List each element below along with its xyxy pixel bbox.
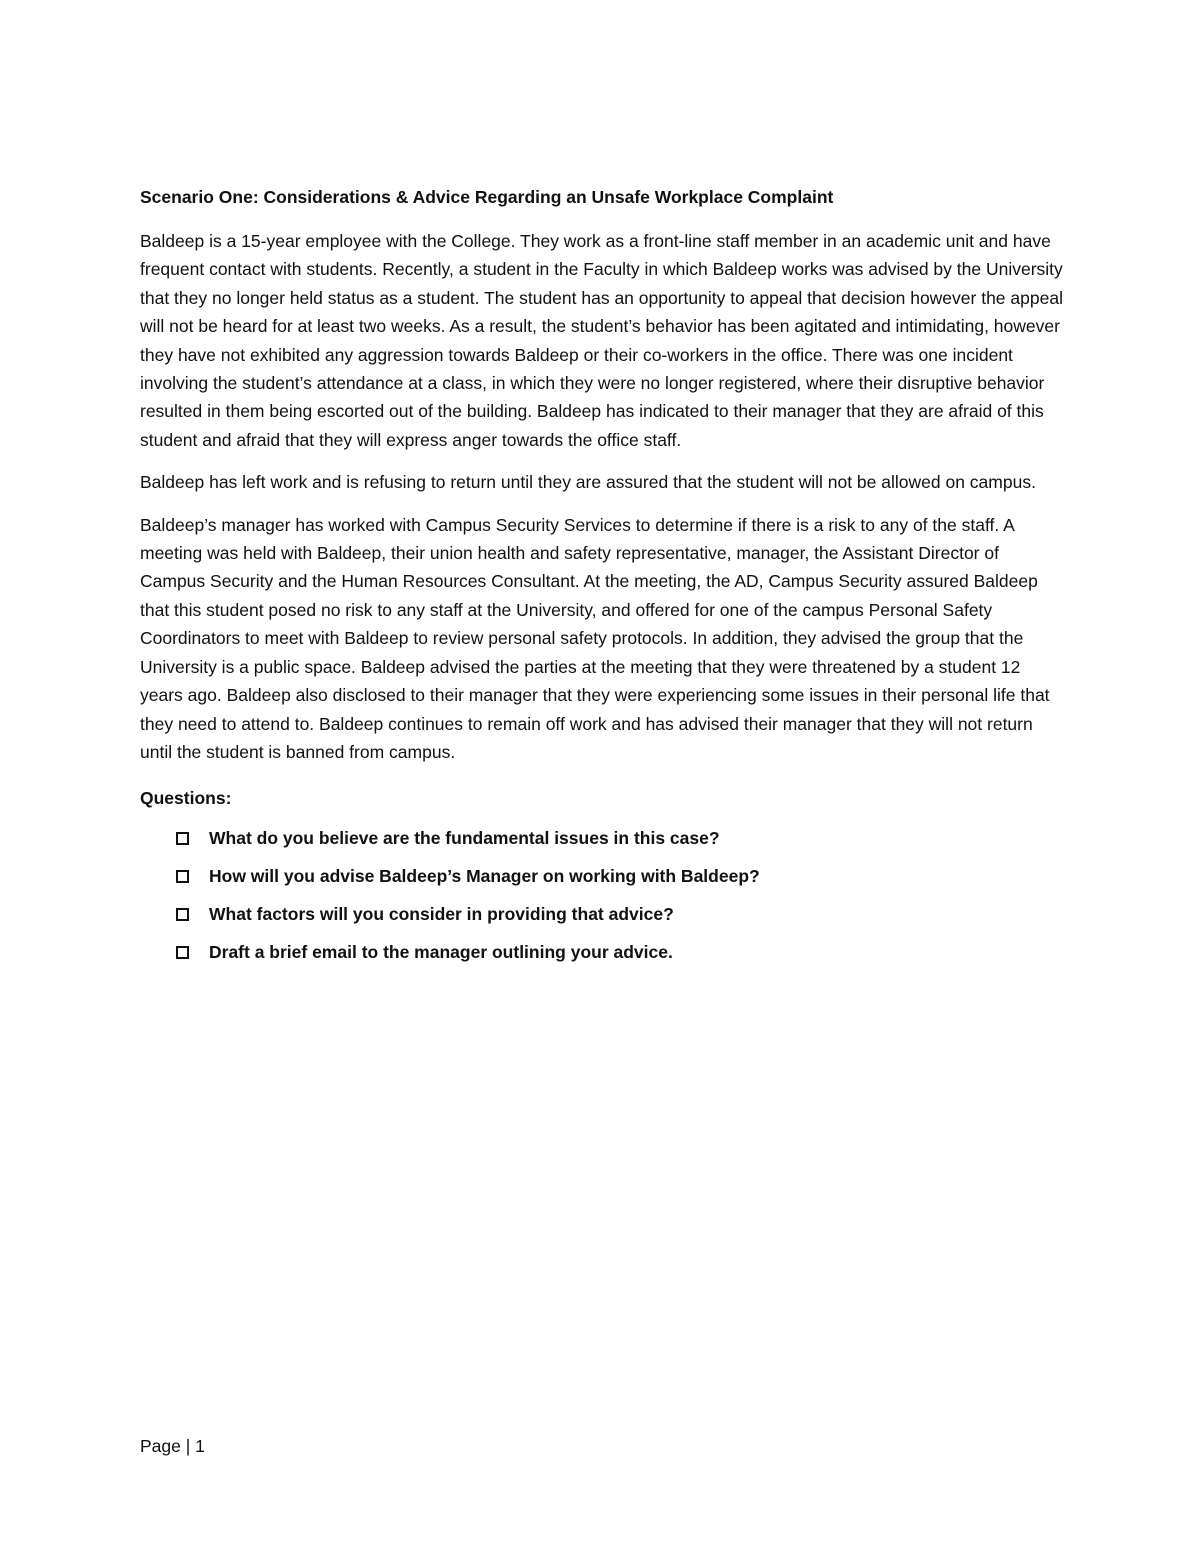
paragraph-refusal: Baldeep has left work and is refusing to return until they are assured that the student will not be allowed on campus. (140, 472, 1036, 493)
document-title: Scenario One: Considerations & Advice Regarding an Unsafe Workplace Complaint (140, 187, 834, 207)
checkbox-icon (176, 832, 189, 845)
question-text: Draft a brief email to the manager outlining your advice. (209, 942, 673, 963)
checkbox-icon (176, 870, 189, 883)
question-text: What factors will you consider in providing that advice? (209, 904, 674, 925)
checkbox-icon (176, 946, 189, 959)
question-item (176, 938, 1065, 966)
question-item (176, 862, 1065, 890)
questions-heading: Questions: (140, 788, 232, 809)
paragraph-background: Baldeep is a 15-year employee with the College. They work as a front-line staff member in an academic unit and have frequent contact with students. Recently, a student in the Faculty in which Baldeep works was advised by the University that they no longer held status as a student. The student has an opportunity to appeal that decision however the appeal will not be heard for at least two weeks. As a result, the student’s behavior has been agitated and intimidating, however they have not exhibited any aggression towards Baldeep or their co-workers in the office. There was one incident involving the student’s attendance at a class, in which they were no longer registered, where their disruptive behavior resulted in them being escorted out of the building. Baldeep has indicated to their manager that they are afraid of this student and afraid that they will express anger towards the office staff. (140, 231, 1063, 450)
question-item (176, 824, 1065, 852)
checkbox-icon (176, 908, 189, 921)
page-number-footer: Page | 1 (140, 1436, 205, 1456)
paragraph-meeting: Baldeep’s manager has worked with Campus Security Services to determine if there is a risk to any of the staff. A meeting was held with Baldeep, their union health and safety representative, manager, the Assistant Director of Campus Security and the Human Resources Consultant. At the meeting, the AD, Campus Security assured Baldeep that this student posed no risk to any staff at the University, and offered for one of the campus Personal Safety Coordinators to meet with Baldeep to review personal safety protocols. In addition, they advised the group that the University is a public space. Baldeep advised the parties at the meeting that they were threatened by a student 12 years ago. Baldeep also disclosed to their manager that they were experiencing some issues in their personal life that they need to attend to. Baldeep continues to remain off work and has advised their manager that they will not return until the student is banned from campus. (140, 514, 1050, 762)
questions-list (140, 824, 1065, 966)
document-body (140, 183, 1065, 976)
question-text: How will you advise Baldeep’s Manager on working with Baldeep? (209, 866, 760, 887)
question-text: What do you believe are the fundamental issues in this case? (209, 828, 720, 849)
question-item (176, 900, 1065, 928)
